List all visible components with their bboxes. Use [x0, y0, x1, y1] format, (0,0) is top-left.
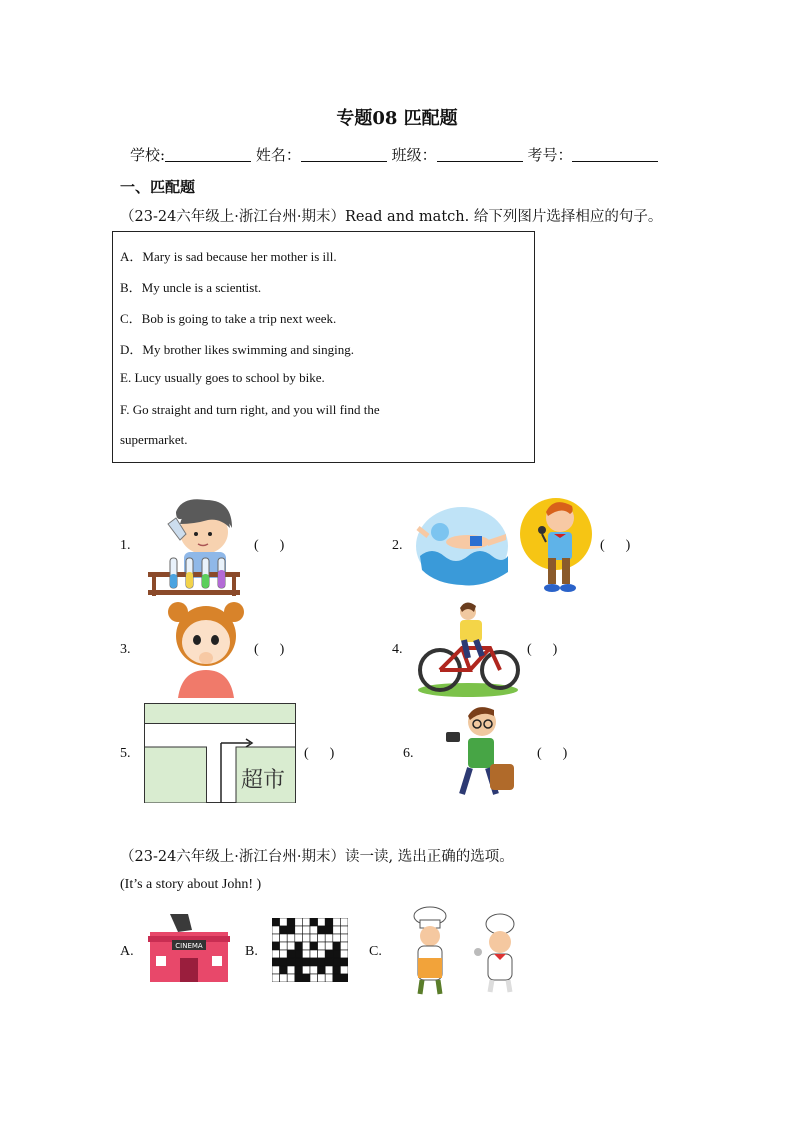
crossword-cell — [302, 918, 310, 926]
crossword-cell — [295, 918, 303, 926]
crossword-cell — [340, 950, 348, 958]
sad-girl-icon — [164, 598, 248, 698]
crossword-cell — [333, 950, 341, 958]
crossword-cell — [302, 966, 310, 974]
crossword-cell — [295, 942, 303, 950]
crossword-cell — [318, 974, 326, 982]
crossword-cell — [310, 918, 318, 926]
page-title: 专题08 匹配题 — [336, 108, 458, 129]
crossword-cell — [280, 926, 288, 934]
crossword-cell — [310, 934, 318, 942]
crossword-cell — [295, 958, 303, 966]
item-2-answer[interactable]: ( ) — [600, 538, 631, 553]
q1-instruction: （23-24六年级上·浙江台州·期末）Read and match. 给下列图片选择相应的句子。 — [120, 209, 663, 225]
crossword-cell — [280, 974, 288, 982]
cinema-icon — [148, 914, 230, 984]
q2-note: (It’s a story about John! ) — [120, 877, 262, 892]
crossword-cell — [340, 926, 348, 934]
option-f: F. Go straight and turn right, and you will find the — [120, 402, 380, 417]
crossword-icon — [272, 918, 348, 982]
crossword-cell — [333, 974, 341, 982]
crossword-cell — [295, 934, 303, 942]
crossword-cell — [280, 958, 288, 966]
crossword-cell — [272, 950, 280, 958]
crossword-cell — [302, 974, 310, 982]
crossword-cell — [310, 966, 318, 974]
crossword-cell — [302, 950, 310, 958]
crossword-cell — [302, 934, 310, 942]
item-4-number: 4. — [392, 642, 403, 657]
crossword-cell — [340, 966, 348, 974]
singer-icon — [518, 494, 594, 594]
option-a: A．Mary is sad because her mother is ill. — [120, 249, 337, 264]
crossword-cell — [333, 942, 341, 950]
q2-instruction: （23-24六年级上·浙江台州·期末）读一读, 选出正确的选项。 — [120, 849, 514, 865]
school-blank[interactable] — [165, 147, 251, 162]
crossword-cell — [287, 958, 295, 966]
crossword-cell — [340, 942, 348, 950]
crossword-cell — [318, 942, 326, 950]
crossword-cell — [325, 974, 333, 982]
crossword-cell — [287, 926, 295, 934]
section-title: 一、匹配题 — [120, 178, 196, 196]
choice-a-label: A. — [120, 944, 134, 959]
crossword-cell — [340, 934, 348, 942]
crossword-cell — [280, 934, 288, 942]
crossword-cell — [310, 942, 318, 950]
crossword-cell — [325, 950, 333, 958]
map-route-icon — [144, 703, 296, 803]
name-blank[interactable] — [301, 147, 387, 162]
id-label: 考号： — [527, 146, 573, 164]
choice-b-label: B. — [245, 944, 258, 959]
crossword-cell — [325, 958, 333, 966]
crossword-cell — [295, 966, 303, 974]
crossword-cell — [310, 958, 318, 966]
class-label: 班级： — [391, 146, 437, 164]
crossword-cell — [302, 926, 310, 934]
item-3-number: 3. — [120, 642, 131, 657]
id-blank[interactable] — [572, 147, 658, 162]
item-2-number: 2. — [392, 538, 403, 553]
crossword-cell — [325, 966, 333, 974]
crossword-cell — [325, 918, 333, 926]
crossword-cell — [310, 974, 318, 982]
crossword-cell — [287, 942, 295, 950]
option-c: C．Bob is going to take a trip next week. — [120, 311, 337, 326]
crossword-cell — [272, 974, 280, 982]
item-5-answer[interactable]: ( ) — [304, 746, 335, 761]
crossword-cell — [287, 966, 295, 974]
option-f-continued: supermarket. — [120, 432, 188, 447]
option-d: D．My brother likes swimming and singing. — [120, 342, 354, 357]
item-6-answer[interactable]: ( ) — [537, 746, 568, 761]
crossword-cell — [318, 950, 326, 958]
crossword-cell — [280, 950, 288, 958]
crossword-cell — [340, 958, 348, 966]
student-info-row — [130, 144, 658, 165]
crossword-cell — [295, 974, 303, 982]
crossword-cell — [280, 966, 288, 974]
traveler-icon — [436, 702, 518, 802]
crossword-cell — [272, 958, 280, 966]
crossword-cell — [280, 918, 288, 926]
crossword-cell — [333, 918, 341, 926]
item-4-answer[interactable]: ( ) — [527, 642, 558, 657]
crossword-cell — [333, 926, 341, 934]
crossword-cell — [325, 926, 333, 934]
crossword-cell — [318, 918, 326, 926]
crossword-cell — [272, 934, 280, 942]
crossword-cell — [318, 934, 326, 942]
crossword-cell — [318, 958, 326, 966]
crossword-cell — [272, 966, 280, 974]
chefs-icon — [402, 906, 530, 998]
school-label: 学校: — [130, 146, 166, 164]
cinema-sign: CINEMA — [175, 942, 203, 950]
crossword-cell — [340, 974, 348, 982]
swimmer-icon — [414, 506, 510, 586]
crossword-cell — [325, 942, 333, 950]
crossword-cell — [318, 926, 326, 934]
crossword-cell — [272, 918, 280, 926]
item-3-answer[interactable]: ( ) — [254, 642, 285, 657]
item-1-number: 1. — [120, 538, 131, 553]
crossword-cell — [302, 942, 310, 950]
crossword-cell — [333, 966, 341, 974]
option-e: E. Lucy usually goes to school by bike. — [120, 370, 325, 385]
crossword-cell — [272, 942, 280, 950]
crossword-cell — [318, 966, 326, 974]
choice-c-label: C. — [369, 944, 382, 959]
crossword-cell — [287, 934, 295, 942]
crossword-cell — [340, 918, 348, 926]
crossword-cell — [272, 926, 280, 934]
crossword-cell — [287, 950, 295, 958]
crossword-cell — [295, 926, 303, 934]
item-5-number: 5. — [120, 746, 131, 761]
crossword-cell — [302, 958, 310, 966]
crossword-cell — [287, 918, 295, 926]
crossword-cell — [333, 934, 341, 942]
crossword-cell — [280, 942, 288, 950]
cyclist-icon — [416, 598, 520, 698]
crossword-cell — [310, 926, 318, 934]
crossword-cell — [287, 974, 295, 982]
crossword-cell — [295, 950, 303, 958]
crossword-cell — [333, 958, 341, 966]
item-1-answer[interactable]: ( ) — [254, 538, 285, 553]
name-label: 姓名： — [255, 146, 301, 164]
crossword-cell — [310, 950, 318, 958]
option-b: B．My uncle is a scientist. — [120, 280, 262, 295]
scientist-boy-icon — [146, 494, 242, 596]
map-supermarket-label: 超市 — [241, 768, 286, 793]
class-blank[interactable] — [437, 147, 523, 162]
crossword-cell — [325, 934, 333, 942]
item-6-number: 6. — [403, 746, 414, 761]
